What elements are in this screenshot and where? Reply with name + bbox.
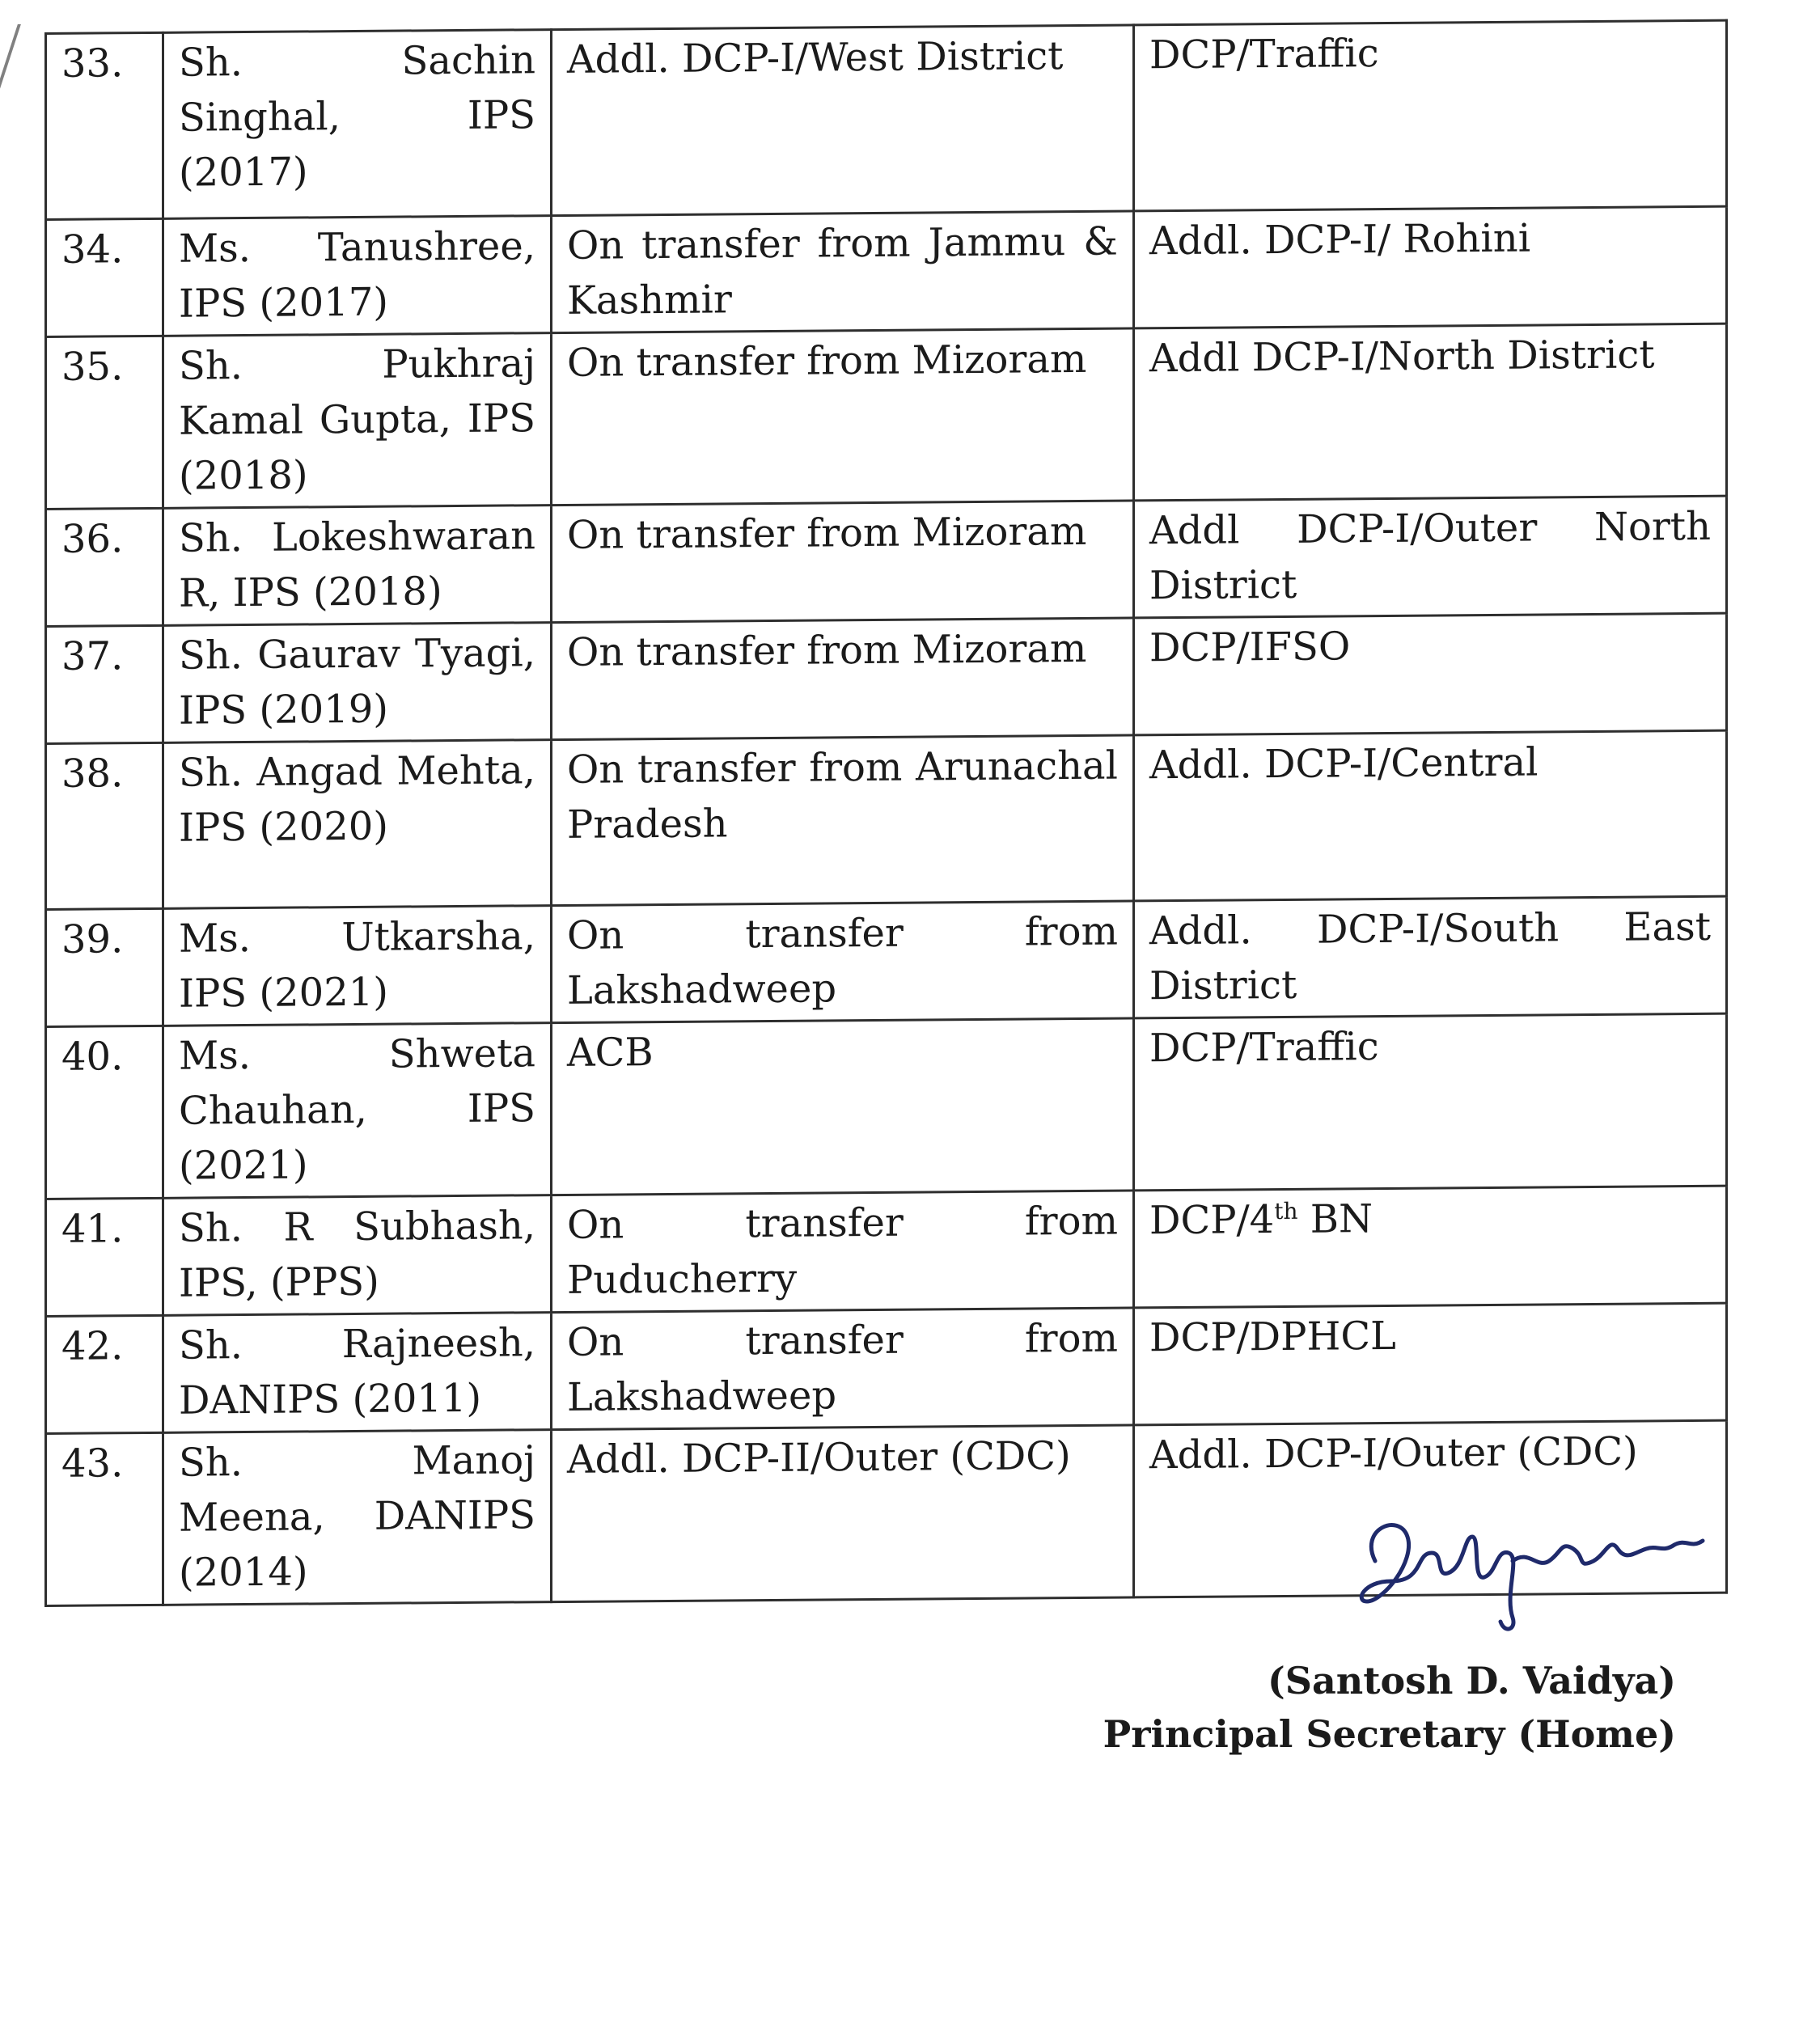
serial-number: 42. <box>46 1315 163 1433</box>
officer-name: Sh. Pukhraj Kamal Gupta, IPS (2018) <box>163 333 552 509</box>
ordinal-suffix: th <box>1274 1197 1298 1225</box>
new-posting: Addl. DCP-I/Central <box>1134 730 1727 901</box>
signatory-designation: Principal Secretary (Home) <box>1103 1712 1676 1756</box>
new-posting: DCP/DPHCL <box>1134 1303 1727 1425</box>
table-row <box>46 730 1727 909</box>
table-row <box>46 896 1727 1026</box>
serial-number: 40. <box>46 1026 163 1199</box>
officer-name: Ms. Shweta Chauhan, IPS (2021) <box>163 1023 552 1199</box>
signatory-block <box>1103 1654 1676 1761</box>
serial-number: 43. <box>46 1432 163 1605</box>
new-posting: Addl DCP-I/North District <box>1134 324 1727 501</box>
officer-name: Ms. Tanushree, IPS (2017) <box>163 216 552 336</box>
new-posting: Addl. DCP-I/Outer (CDC) <box>1134 1420 1727 1597</box>
officer-name: Ms. Utkarsha, IPS (2021) <box>163 906 552 1026</box>
table-row <box>46 1186 1727 1316</box>
table-row <box>46 324 1727 509</box>
present-posting: On transfer from Mizoram <box>552 618 1134 740</box>
table-row <box>46 496 1727 626</box>
officer-name: Sh. Lokeshwaran R, IPS (2018) <box>163 506 552 626</box>
new-posting <box>1134 1186 1727 1308</box>
table-row <box>46 1013 1727 1199</box>
new-posting: Addl. DCP-I/ Rohini <box>1134 206 1727 328</box>
posting-table <box>44 19 1728 1607</box>
handwritten-signature <box>1343 1504 1715 1642</box>
officer-name: Sh. Gaurav Tyagi, IPS (2019) <box>163 623 552 743</box>
new-posting: DCP/IFSO <box>1134 613 1727 735</box>
officer-name: Sh. Sachin Singhal, IPS (2017) <box>163 30 552 219</box>
serial-number: 35. <box>46 336 163 509</box>
officer-name: Sh. R Subhash, IPS, (PPS) <box>163 1195 552 1316</box>
present-posting: On transfer from Mizoram <box>552 501 1134 623</box>
serial-number: 39. <box>46 908 163 1026</box>
new-posting-suffix: BN <box>1297 1196 1373 1242</box>
serial-number: 37. <box>46 625 163 743</box>
serial-number: 33. <box>46 32 163 219</box>
new-posting: DCP/Traffic <box>1134 1013 1727 1191</box>
present-posting: Addl. DCP-II/Outer (CDC) <box>552 1425 1134 1602</box>
present-posting: Addl. DCP-I/West District <box>552 25 1134 216</box>
present-posting: On transfer from Puducherry <box>552 1191 1134 1313</box>
present-posting: On transfer from Jammu & Kashmir <box>552 211 1134 333</box>
signatory-name: (Santosh D. Vaidya) <box>1267 1659 1676 1703</box>
present-posting: On transfer from Mizoram <box>552 328 1134 506</box>
table-row <box>46 1303 1727 1433</box>
officer-name: Sh. Rajneesh, DANIPS (2011) <box>163 1313 552 1433</box>
new-posting: Addl. DCP-I/South East District <box>1134 896 1727 1018</box>
new-posting: DCP/Traffic <box>1134 20 1727 211</box>
serial-number: 34. <box>46 218 163 336</box>
present-posting: On transfer from Arunachal Pradesh <box>552 735 1134 906</box>
serial-number: 41. <box>46 1198 163 1316</box>
scan-mark <box>0 24 34 113</box>
officer-name: Sh. Manoj Meena, DANIPS (2014) <box>163 1430 552 1605</box>
serial-number: 36. <box>46 508 163 626</box>
present-posting: ACB <box>552 1018 1134 1195</box>
serial-number: 38. <box>46 742 163 909</box>
new-posting: Addl DCP-I/Outer North District <box>1134 496 1727 618</box>
present-posting: On transfer from Lakshadweep <box>552 1308 1134 1430</box>
table-row <box>46 613 1727 743</box>
present-posting: On transfer from Lakshadweep <box>552 901 1134 1023</box>
officer-name: Sh. Angad Mehta, IPS (2020) <box>163 740 552 909</box>
table-row <box>46 20 1727 219</box>
table-row <box>46 206 1727 336</box>
new-posting-prefix: DCP/4 <box>1149 1197 1275 1244</box>
